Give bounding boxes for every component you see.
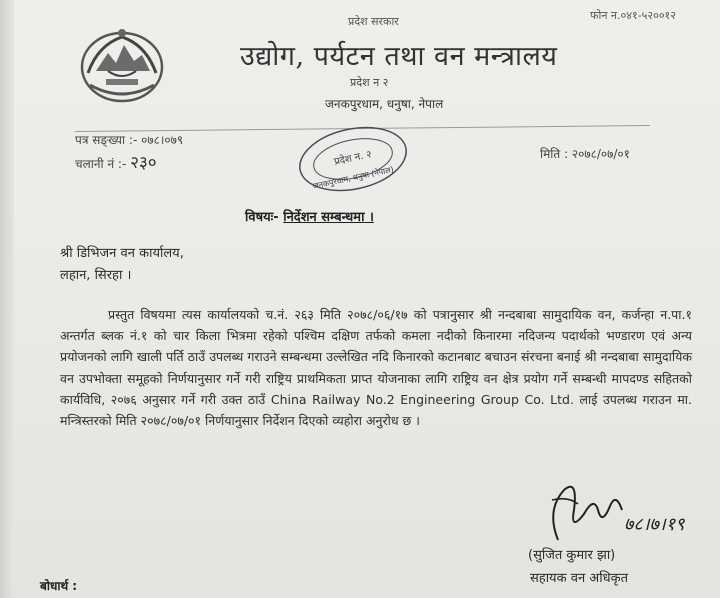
subject-label: विषयः-: [245, 210, 279, 225]
cc-label: बोधार्थ :: [40, 579, 78, 593]
letter-number: पत्र सङ्ख्या :- ०७८।०७९: [75, 133, 184, 147]
subject-text: निर्देशन सम्बन्धमा ।: [283, 210, 374, 225]
stamp-line-2: जनकपुरधाम, धनुषा (नेपाल): [311, 164, 395, 191]
signer-name: (सुजित कुमार झा): [528, 548, 616, 563]
government-heading: प्रदेश सरकार: [348, 15, 399, 28]
nepal-emblem-icon: [78, 25, 166, 105]
address-line: जनकपुरधाम, धनुषा, नेपाल: [325, 97, 444, 111]
phone-number: फोन न.०४१-५२००१२: [590, 9, 676, 22]
signature-date: ७८।७।१९: [624, 514, 685, 535]
recipient-line-1: श्री डिभिजन वन कार्यालय,: [60, 246, 184, 261]
official-stamp: [294, 125, 412, 193]
recipient-line-2: लहान, सिरहा ।: [60, 268, 132, 283]
subject-line: [245, 207, 374, 225]
letter-date: मिति : २०७८/०७/०१: [540, 147, 630, 161]
letter-body: प्रस्तुत विषयमा त्यस कार्यालयको च.नं. २६३ मिति २०७८/०६/१७ को पत्रानुसार श्री नन्दबाबा सामुदायिक वन, कर्जन्हा न.पा.१ अन्तर्गत ब्लक नं.१ को चार किला भित्रमा रहेको पश्चिम दक्षिण तर्फको कमला नदीको किनारमा नदिजन्य पदार्थको भण्डारण एवं अन्य प्रयोजनको लागि खाली पर्ति ठाउँ उपलब्ध गराउने सम्बन्धमा उल्लेखित नदि किनारको कटानबाट बचाउन संरचना बनाई श्री नन्दबाबा सामुदायिक वन उपभोक्ता समूहको निर्णयानुसार गर्ने गरी राष्ट्रिय प्राथमिकता प्राप्त योजनाका लागि राष्ट्रिय वन क्षेत्र प्रयोग गर्ने सम्बन्धी मापदण्ड सहितको कार्यविधि, २०७६ अनुसार गर्ने गरी उक्त ठाउँ China Railway No.2 Engineering Group Co. Ltd. लाई उपलब्ध गराउन मा. मन्त्रिस्तरको मिति २०७८/०७/०१ निर्णयानुसार निर्देशन दिएको व्यहोरा अनुरोध छ ।: [60, 307, 692, 429]
signer-title: सहायक वन अधिकृत: [530, 571, 628, 586]
handwritten-signature: [538, 470, 698, 550]
stamp-line-1: प्रदेश न. २: [333, 149, 373, 168]
ministry-title: उद्योग, पर्यटन तथा वन मन्त्रालय: [240, 41, 558, 72]
dispatch-value: २३०: [130, 153, 157, 173]
province-label: प्रदेश न २: [350, 76, 389, 89]
dispatch-label: चलानी नं :-: [75, 157, 127, 171]
page-edge-shadow: [0, 0, 14, 598]
dispatch-number: [75, 150, 157, 173]
